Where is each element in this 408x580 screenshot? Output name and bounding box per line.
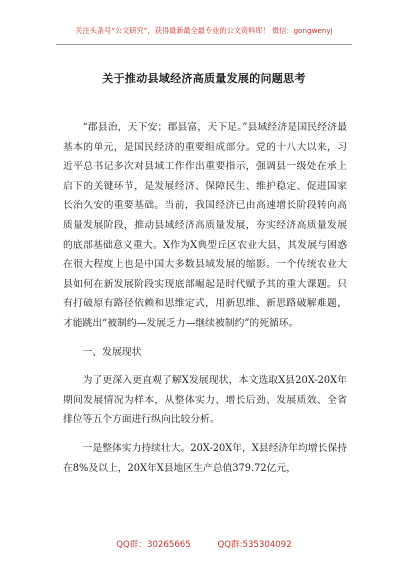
footer-contact [0, 538, 408, 550]
qq-group-2: QQ群:535304092 [217, 540, 292, 550]
body-paragraph-strength: 一是整体实力持续壮大。20X-20X年，X县经济年均增长保持在8%及以上，20X年X县地区生产总值379.72亿元， [63, 442, 347, 474]
header-divider [56, 44, 352, 45]
document-body [63, 118, 347, 487]
header-banner: 关注头条号“公文研究”，获得最新最全最专业的公文资料库！ 微信：gongwenyj [75, 26, 333, 35]
document-title: 关于推动县域经济高质量发展的问题思考 [102, 72, 306, 85]
body-paragraph-method: 为了更深入更直观了解X发展现状，本文选取X县20X-20X年期间发展情况为样本，从整体实力、增长后劲、发展质效、全省排位等五个方面进行纵向比较分析。 [63, 375, 347, 426]
section-heading: 一、发展现状 [82, 346, 142, 358]
qq-group-1: QQ群：30265665 [116, 540, 191, 550]
body-paragraph-intro: “郡县治，天下安；郡县富，天下足。”县域经济是国民经济最基本的单元，是国民经济的重要组成部分。党的十八大以来，习近平总书记多次对县域工作作出重要指示，强调县一级处在承上启下的关键环节，是发展经济、保障民生、维护稳定、促进国家长治久安的重要基础。当前，我国经济已由高速增长阶段转向高质量发展阶段，推动县域经济高质量发展，夯实经济高质量发展的底部基础意义重大。X作为X典型丘区农业大县，其发展与困惑在很大程度上也是中国大多数县域发展的缩影。一个传统农业大县如何在新发展阶段实现底部崛起是时代赋予其的重大课题。只有打破原有路径依赖和思维定式，用新思维、新思路破解难题，才能跳出“被制约—发展乏力—继续被制约”的死循环。 [63, 122, 347, 329]
